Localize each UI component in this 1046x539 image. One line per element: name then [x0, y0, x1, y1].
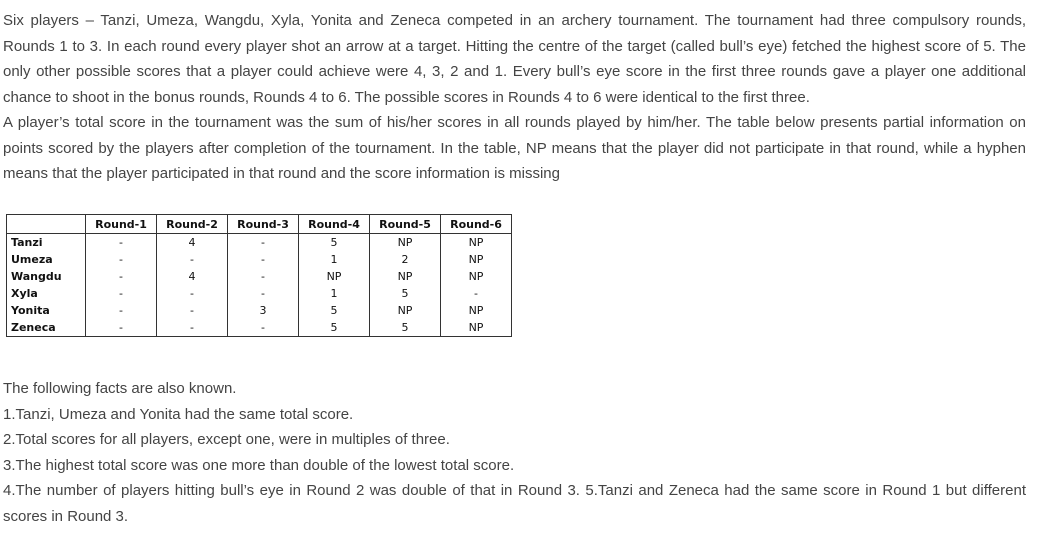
table-row	[7, 234, 512, 252]
score-cell: NP	[441, 268, 512, 285]
header-round-2: Round-2	[157, 215, 228, 234]
score-cell: NP	[441, 251, 512, 268]
score-cell: 1	[299, 285, 370, 302]
player-name: Tanzi	[7, 234, 86, 252]
table-row	[7, 319, 512, 337]
player-name: Yonita	[7, 302, 86, 319]
score-cell: NP	[299, 268, 370, 285]
score-cell: -	[86, 268, 157, 285]
score-cell: 5	[370, 285, 441, 302]
score-cell: 2	[370, 251, 441, 268]
score-cell: 3	[228, 302, 299, 319]
score-cell: NP	[370, 234, 441, 252]
score-cell: -	[228, 268, 299, 285]
score-cell: NP	[441, 234, 512, 252]
header-round-4: Round-4	[299, 215, 370, 234]
score-cell: -	[228, 234, 299, 252]
score-cell: 5	[370, 319, 441, 337]
intro-paragraph-2: A player’s total score in the tournament was the sum of his/her scores in all rounds played by him/her. The table below presents partial information on points scored by the players after completion of the tournament. In the table, NP means that the player did not participate in that round, while a hyphen means that the player participated in that round and the score information is missing	[3, 114, 1026, 182]
score-cell: 5	[299, 319, 370, 337]
score-cell: NP	[441, 302, 512, 319]
player-name: Zeneca	[7, 319, 86, 337]
score-cell: -	[157, 302, 228, 319]
score-cell: NP	[441, 319, 512, 337]
table-row	[7, 285, 512, 302]
table-header-row	[7, 215, 512, 234]
score-cell: -	[86, 251, 157, 268]
player-name: Xyla	[7, 285, 86, 302]
score-cell: 5	[299, 234, 370, 252]
table-row	[7, 251, 512, 268]
facts-heading: The following facts are also known.	[3, 380, 237, 397]
table-row	[7, 268, 512, 285]
player-name: Wangdu	[7, 268, 86, 285]
score-cell: 5	[299, 302, 370, 319]
score-cell: -	[228, 285, 299, 302]
facts-list	[3, 376, 1026, 529]
score-cell: -	[86, 285, 157, 302]
fact-item: 2.Total scores for all players, except one, were in multiples of three.	[3, 431, 450, 448]
score-cell: -	[86, 302, 157, 319]
table-corner-cell	[7, 215, 86, 234]
fact-item: 1.Tanzi, Umeza and Yonita had the same total score.	[3, 405, 354, 423]
header-round-6: Round-6	[441, 215, 512, 234]
score-cell: -	[157, 285, 228, 302]
header-round-1: Round-1	[86, 215, 157, 234]
score-cell: -	[441, 285, 512, 302]
score-cell: -	[157, 251, 228, 268]
table-row	[7, 302, 512, 319]
score-cell: NP	[370, 302, 441, 319]
score-cell: 4	[157, 268, 228, 285]
score-cell: -	[157, 319, 228, 337]
score-cell: 4	[157, 234, 228, 252]
score-cell: -	[228, 319, 299, 337]
score-cell: -	[86, 319, 157, 337]
score-cell: -	[86, 234, 157, 252]
header-round-3: Round-3	[228, 215, 299, 234]
fact-item: 3.The highest total score was one more than double of the lowest total score.	[3, 456, 515, 474]
score-cell: NP	[370, 268, 441, 285]
intro-paragraph-1: Six players – Tanzi, Umeza, Wangdu, Xyla, Yonita and Zeneca competed in an archery tournament. The tournament had three compulsory rounds, Rounds 1 to 3. In each round every player shot an arrow at a target. Hitting the centre of the target (called bull’s eye) fetched the highest score of 5. The only other possible scores that a player could achieve were 4, 3, 2 and 1. Every bull’s eye score in the first three rounds gave a player one additional chance to shoot in the bonus rounds, Rounds 4 to 6. The possible scores in Rounds 4 to 6 were identical to the first three.	[3, 12, 1026, 106]
player-name: Umeza	[7, 251, 86, 268]
scores-table	[6, 214, 512, 337]
header-round-5: Round-5	[370, 215, 441, 234]
score-cell: 1	[299, 251, 370, 268]
score-cell: -	[228, 251, 299, 268]
fact-item: 4.The number of players hitting bull’s eye in Round 2 was double of that in Round 3. 5.Tanzi and Zeneca had the same score in Round 1 but different scores in Round 3.	[3, 482, 1026, 525]
